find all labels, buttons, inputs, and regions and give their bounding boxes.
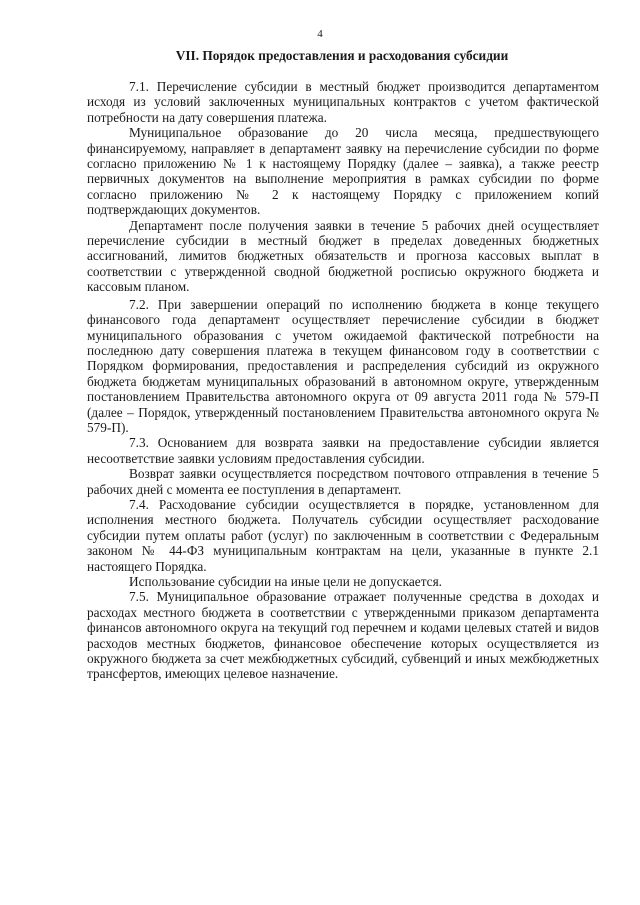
section-title: VII. Порядок предоставления и расходования субсидии bbox=[175, 48, 509, 63]
paragraph-7-3: 7.3. Основанием для возврата заявки на предоставление субсидии является несоответствие заявки условиям предоставления субсидии. bbox=[87, 435, 599, 466]
paragraph-7-1-transfer: Департамент после получения заявки в течение 5 рабочих дней осуществляет перечисление субсидии в местный бюджет в пределах доведенных бюджетных ассигнований, лимитов бюджетных обязательств и прогноза кассовых выплат в соответствии с утвержденной сводной бюджетной росписью окружного бюджета и кассовым планом. bbox=[87, 217, 599, 295]
document-body bbox=[87, 79, 599, 682]
paragraph-7-3-return: Возврат заявки осуществляется посредством почтового отправления в течение 5 рабочих дней с момента ее поступления в департамент. bbox=[87, 466, 599, 497]
page-number: 4 bbox=[317, 28, 323, 40]
paragraph-7-4-restriction: Использование субсидии на иные цели не допускается. bbox=[129, 574, 443, 589]
paragraph-7-2: 7.2. При завершении операций по исполнению бюджета в конце текущего финансового года департамент осуществляет перечисление субсидии в бюджет муниципального образования с учетом ожидаемой фактической потребности на последнюю дату совершения платежа в текущем финансовом году в соответствии с Порядком формирования, предоставления и распределения субсидий из окружного бюджета бюджетам муниципальных образований в автономном округе, утвержденным постановлением Правительства автономного округа от 09 августа 2011 года № 579-П (далее – Порядок, утвержденный постановлением Правительства автономного округа № 579-П). bbox=[87, 296, 599, 435]
paragraph-7-1-application: Муниципальное образование до 20 числа месяца, предшествующего финансируемому, направляет в департамент заявку на перечисление субсидии по форме согласно приложению № 1 к настоящему Порядку (далее – заявка), а также реестр первичных документов на выполнение мероприятия в рамках субсидии по форме согласно приложению № 2 к настоящему Порядку с приложением копий подтверждающих документов. bbox=[87, 125, 599, 218]
paragraph-7-1: 7.1. Перечисление субсидии в местный бюджет производится департаментом исходя из условий заключенных муниципальных контрактов с учетом фактической потребности на дату совершения платежа. bbox=[87, 79, 599, 125]
paragraph-7-5: 7.5. Муниципальное образование отражает полученные средства в доходах и расходах местного бюджета в соответствии с утвержденными приказом департамента финансов автономного округа на текущий год перечнем и кодами целевых статей и видов расходов местных бюджетов, финансовое обеспечение которых осуществляется из окружного бюджета за счет межбюджетных субсидий, субвенций и иных межбюджетных трансфертов, имеющих целевое назначение. bbox=[87, 589, 599, 682]
paragraph-7-4: 7.4. Расходование субсидии осуществляется в порядке, установленном для исполнения местного бюджета. Получатель субсидии осуществляет расходование субсидии путем оплаты работ (услуг) по заключенным в соответствии с Федеральным законом № 44-ФЗ муниципальным контрактам на цели, указанные в пункте 2.1 настоящего Порядка. bbox=[87, 496, 599, 574]
